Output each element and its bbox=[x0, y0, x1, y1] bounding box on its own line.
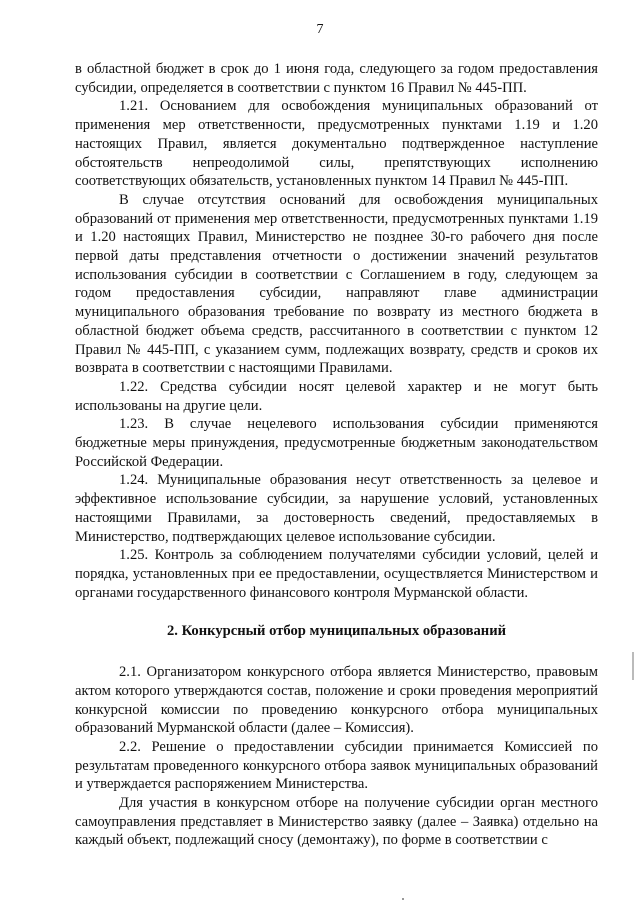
scan-margin-mark bbox=[632, 652, 634, 680]
paragraph-1-21-cont: В случае отсутствия оснований для освобождения муниципальных образований от применения мер ответственности, предусмотренных пунктами 1.19 и 1.20 настоящих Правил, Министерство не позднее 30-го рабочего дня после первой даты представления отчетности о достижении значений результатов использования субсидии в соответствии с Соглашением в году, следующем за годом предоставления субсидии, направляют главе администрации муниципального образования требование по возврату из местного бюджета в областной бюджет объема средств, рассчитанного в соответствии с пунктом 12 Правил № 445-ПП, с указанием сумм, подлежащих возврату, средств и сроков их возврата в соответствии с настоящими Правилами. bbox=[75, 191, 598, 377]
document-body bbox=[75, 60, 598, 850]
page-number: 7 bbox=[316, 22, 324, 37]
paragraph-1-21: 1.21. Основанием для освобождения муниципальных образований от применения мер ответственности, предусмотренных пунктами 1.19 и 1.20 настоящих Правил, является документально подтвержденное наступление обстоятельств непреодолимой силы, препятствующих исполнению соответствующих обязательств, установленных пунктом 14 Правил № 445-ПП. bbox=[75, 98, 598, 190]
paragraph-2-2-cont: Для участия в конкурсном отборе на получение субсидии орган местного самоуправления представляет в Министерство заявку (далее – Заявка) отдельно на каждый объект, подлежащий сносу (демонтажу), по форме в соответствии с bbox=[75, 795, 598, 849]
paragraph-1-24: 1.24. Муниципальные образования несут ответственность за целевое и эффективное использование субсидии, за нарушение условий, установленных настоящими Правилами, за достоверность сведений, предоставляемых в Министерство, подтверждающих целевое использование субсидии. bbox=[75, 472, 598, 545]
paragraph-2-2: 2.2. Решение о предоставлении субсидии принимается Комиссией по результатам проведенного конкурсного отбора заявок муниципальных образований и утверждается распоряжением Министерства. bbox=[75, 738, 598, 793]
section-heading: 2. Конкурсный отбор муниципальных образований bbox=[166, 623, 507, 640]
paragraph-1-25: 1.25. Контроль за соблюдением получателями субсидии условий, целей и порядка, установленных при ее предоставлении, осуществляется Министерством и органами государственного финансового контроля Мурманской области. bbox=[75, 547, 598, 601]
paragraph-continuation: в областной бюджет в срок до 1 июня года, следующего за годом предоставления субсидии, определяется в соответствии с пунктом 16 Правил № 445-ПП. bbox=[75, 61, 598, 96]
paragraph-1-22: 1.22. Средства субсидии носят целевой характер и не могут быть использованы на другие цели. bbox=[75, 378, 598, 414]
scan-dot bbox=[402, 898, 404, 900]
paragraph-1-23: 1.23. В случае нецелевого использования субсидии применяются бюджетные меры принуждения, предусмотренные бюджетным законодательством Российской Федерации. bbox=[75, 416, 598, 470]
paragraph-2-1: 2.1. Организатором конкурсного отбора является Министерство, правовым актом которого утверждаются состав, положение и сроки проведения мероприятий конкурсной комиссии по проведению конкурсного отбора муниципальных образований Мурманской области (далее – Комиссия). bbox=[75, 664, 598, 737]
